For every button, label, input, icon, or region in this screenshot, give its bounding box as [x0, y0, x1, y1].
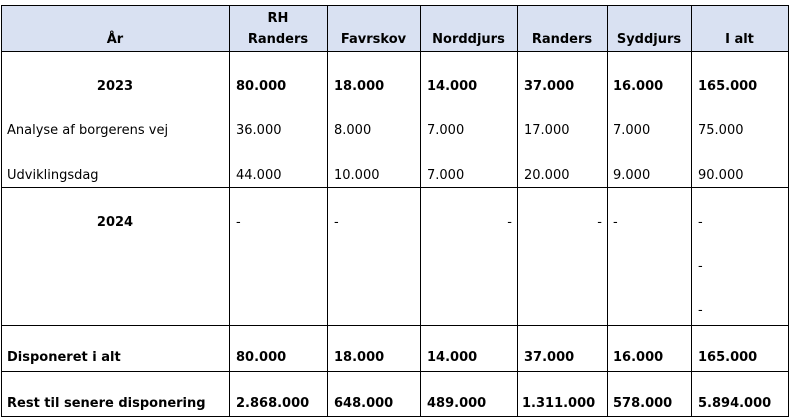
- cell-2023-syddjurs: 16.000: [613, 79, 664, 94]
- cell-2024-total-line2: -: [698, 259, 703, 274]
- header-total: I alt: [725, 32, 754, 47]
- col-rule-6: [691, 5, 692, 417]
- cell-2024-syddjurs: -: [613, 215, 618, 230]
- cell-udvikling-randers: 20.000: [524, 168, 570, 183]
- col-rule-7: [788, 5, 789, 417]
- header-norddjurs: Norddjurs: [432, 32, 505, 47]
- row-label-rest: Rest til senere disponering: [7, 396, 206, 411]
- col-rule-5: [607, 5, 608, 417]
- cell-rest-randers: 1.311.000: [522, 396, 596, 411]
- cell-udvikling-total: 90.000: [698, 168, 744, 183]
- header-favrskov: Favrskov: [340, 32, 407, 47]
- cell-2024-total-line3: -: [698, 303, 703, 318]
- cell-2024-norddjurs: -: [507, 215, 512, 230]
- cell-disp-syddjurs: 16.000: [613, 350, 664, 365]
- header-rh-line2: Randers: [247, 32, 309, 47]
- col-rule-0: [1, 5, 2, 417]
- cell-2023-randers: 37.000: [524, 79, 575, 94]
- cell-udvikling-rh-randers: 44.000: [236, 168, 282, 183]
- row-label-2024: 2024: [96, 215, 134, 230]
- cell-analyse-syddjurs: 7.000: [613, 123, 651, 138]
- cell-2023-rh-randers: 80.000: [236, 79, 287, 94]
- cell-udvikling-syddjurs: 9.000: [613, 168, 651, 183]
- col-rule-4: [517, 5, 518, 417]
- row-rule-rest: [1, 371, 789, 372]
- header-randers: Randers: [531, 32, 593, 47]
- cell-disp-rh-randers: 80.000: [236, 350, 287, 365]
- table-border-top: [1, 5, 789, 6]
- cell-2023-norddjurs: 14.000: [427, 79, 478, 94]
- col-rule-1: [229, 5, 230, 417]
- cell-disp-norddjurs: 14.000: [427, 350, 478, 365]
- cell-2024-randers: -: [597, 215, 602, 230]
- row-label-disponeret: Disponeret i alt: [7, 350, 121, 365]
- cell-analyse-total: 75.000: [698, 123, 744, 138]
- cell-2023-total: 165.000: [698, 79, 758, 94]
- cell-analyse-randers: 17.000: [524, 123, 570, 138]
- cell-udvikling-favrskov: 10.000: [334, 168, 380, 183]
- header-year: År: [106, 32, 124, 47]
- row-rule-disponeret: [1, 325, 789, 326]
- row-label-udviklingsdag: Udviklingsdag: [7, 168, 99, 183]
- cell-analyse-norddjurs: 7.000: [427, 123, 465, 138]
- budget-table: [1, 5, 789, 417]
- cell-2024-total: -: [698, 215, 703, 230]
- row-label-2023: 2023: [96, 79, 134, 94]
- cell-disp-randers: 37.000: [524, 350, 575, 365]
- cell-disp-favrskov: 18.000: [334, 350, 385, 365]
- header-syddjurs: Syddjurs: [616, 32, 682, 47]
- cell-rest-syddjurs: 578.000: [613, 396, 673, 411]
- cell-analyse-favrskov: 8.000: [334, 123, 372, 138]
- cell-rest-favrskov: 648.000: [334, 396, 394, 411]
- header-rule: [1, 51, 789, 52]
- col-rule-2: [327, 5, 328, 417]
- cell-2024-favrskov: -: [334, 215, 339, 230]
- cell-rest-total: 5.894.000: [698, 396, 772, 411]
- cell-2024-rh-randers: -: [236, 215, 241, 230]
- cell-analyse-rh-randers: 36.000: [236, 123, 282, 138]
- col-rule-3: [420, 5, 421, 417]
- cell-disp-total: 165.000: [698, 350, 758, 365]
- cell-udvikling-norddjurs: 7.000: [427, 168, 465, 183]
- cell-2023-favrskov: 18.000: [334, 79, 385, 94]
- cell-rest-norddjurs: 489.000: [427, 396, 487, 411]
- cell-rest-rh-randers: 2.868.000: [236, 396, 310, 411]
- row-label-analyse: Analyse af borgerens vej: [7, 123, 169, 138]
- row-rule-2024: [1, 187, 789, 188]
- header-rh-line1: RH: [267, 11, 289, 26]
